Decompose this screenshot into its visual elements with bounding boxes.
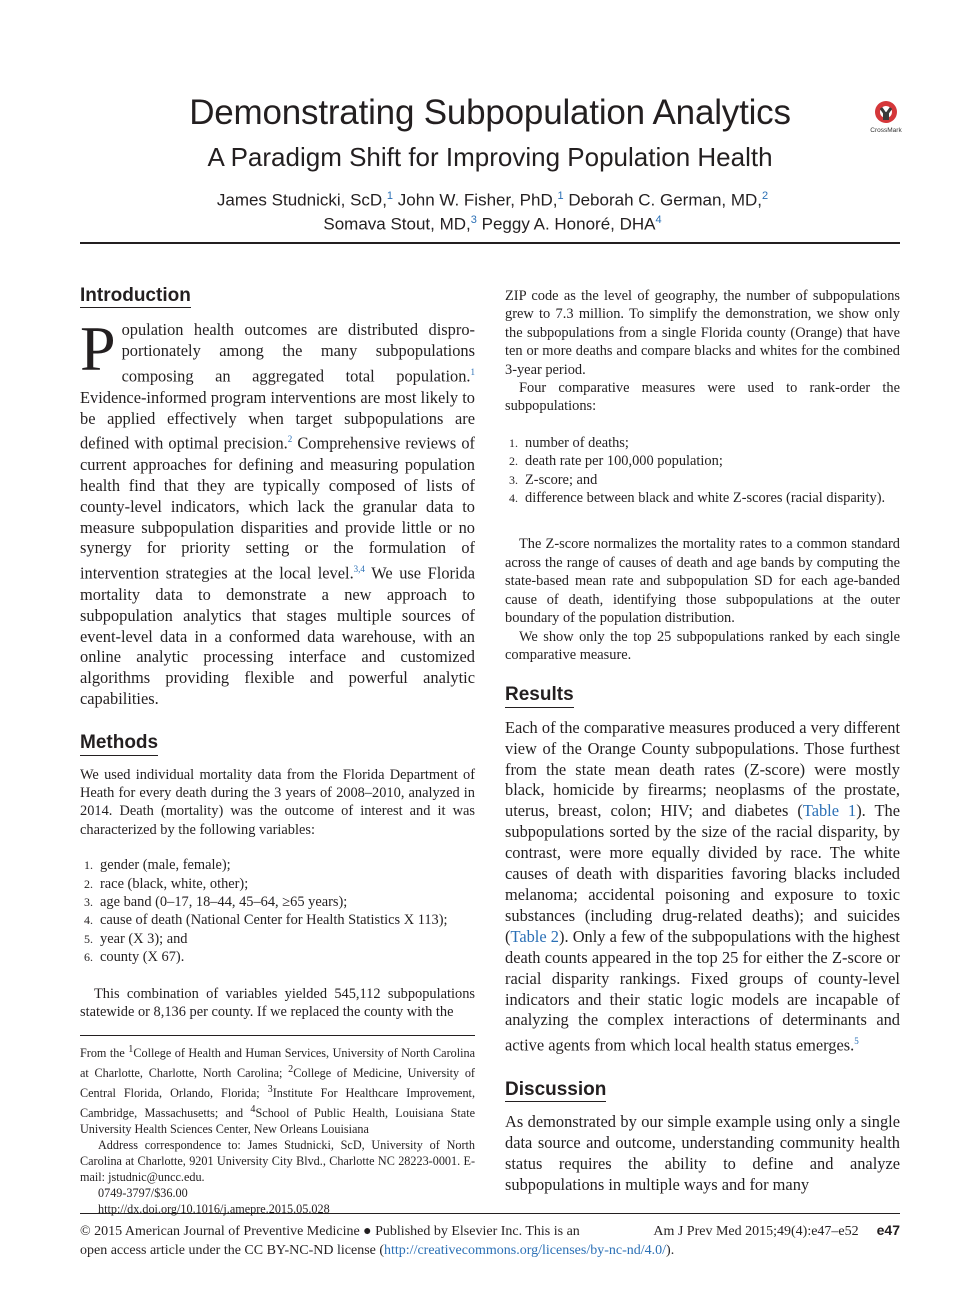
list-item: 2. race (black, white, other); — [84, 875, 249, 892]
list-item: 1. gender (male, female); — [84, 857, 231, 874]
license-link[interactable]: http://creativecommons.org/licenses/by-nc-nd/4.0/ — [384, 1243, 667, 1258]
methods-paragraph-continued: ZIP code as the level of geography, the number of subpopulations grew to 7.3 million. To simplify the demonstration, we show only the subpopulations from a single Florida county (Orange) that have ten or more deaths and compare blacks and whites for the combined 3-year period. — [505, 288, 900, 378]
reference-link[interactable]: 3,4 — [353, 564, 365, 575]
list-item: 1. number of deaths; — [509, 434, 629, 451]
list-item: 5. year (X 3); and — [84, 930, 188, 947]
methods-paragraph: We used individual mortality data from the Florida Department of Heath for every death during the 3 years of 2008–2010, analyzed in 2014. Death (mortality) was the outcome of interest and it was characterized by the following variables: — [80, 766, 475, 838]
list-item: 4. difference between black and white Z-scores (racial disparity). — [509, 490, 886, 507]
footer-divider — [80, 1213, 900, 1214]
journal-citation — [653, 1222, 900, 1240]
measures-list — [505, 434, 900, 508]
affiliations-footnote: From the $^1$College of Health and Human Services, University of North Carolina at Charlotte, Charlotte, North Carolina; $^2$College of Medicine, University of Central Florida, Orlando, Florida; $^3$Institute For Healthcare Improvement, Cambridge, Massachusetts; and $^4$School of Public Health, Louisiana State University Health Sciences Center, New Orleans Louisiana Address correspondence to: James Studnicki, ScD, University of North Carolina at Charlotte, 9201 University City Blvd., Charlotte NC 28223-0001. E-mail: jstudnic@uncc.edu. 0749-3797/$36.00 http://dx.doi.org/10.1016/j.amepre.2015.05.028 — [80, 1035, 475, 1217]
left-column — [80, 287, 475, 1218]
author-list — [0, 190, 960, 211]
doi-link[interactable]: http://dx.doi.org/10.1016/j.amepre.2015.05.028 — [98, 1201, 330, 1216]
affiliation-ref[interactable]: 4 — [655, 214, 662, 226]
methods-paragraph: We show only the top 25 subpopulations ranked by each single comparative measure. — [505, 628, 900, 663]
variables-list — [80, 856, 475, 966]
affiliation-ref[interactable]: 2 — [762, 190, 769, 202]
author-name: James Studnicki, ScD, — [216, 190, 387, 210]
right-column — [505, 287, 900, 1196]
author-name: Peggy A. Honoré, DHA — [481, 214, 656, 234]
list-item: 3. age band (0–17, 18–44, 45–64, ≥65 years); — [84, 893, 348, 910]
section-heading-introduction: Introduction — [80, 287, 191, 308]
table-1-link[interactable]: Table 1 — [802, 801, 857, 821]
section-heading-results: Results — [505, 686, 574, 707]
affiliation-ref[interactable]: 1 — [386, 190, 394, 202]
table-2-link[interactable]: Table 2 — [510, 926, 559, 946]
intro-paragraph: Population health outcomes are distributed disproportionately among the many subpopulations composing an aggregated total population.$^1$ Evidence-informed program interventions are most likely to be applied effectively when target subpopulations are defined with optimal precision.$^2$ Comprehensive reviews of current approaches for defining and measuring population health find that they are typically composed of lists of county-level indicators, which lack the granular data to measure subpopulation disparities and provide little or no synergy for priority setting or the formulation of intervention strategies at the local level.$^{3,4}$ We use Florida mortality data to demonstrate a new approach to subpopulation analytics that stages multiple sources of event-level data in a conformed data warehouse, with an online analytic processing interface and customized algorithms providing flexible and powerful analytic capabilities. — [80, 313, 475, 709]
author-name: John W. Fisher, PhD, — [397, 190, 558, 210]
affiliation-ref[interactable]: 1 — [557, 190, 564, 202]
page-number: e47 — [876, 1222, 900, 1238]
section-heading-discussion: Discussion — [505, 1081, 606, 1102]
methods-paragraph: Four comparative measures were used to rank-order the subpopulations: — [505, 380, 900, 415]
crossmark-icon[interactable] — [866, 99, 906, 135]
reference-link[interactable]: 1 — [470, 367, 475, 378]
author-list — [0, 214, 960, 235]
author-name: Somava Stout, MD, — [323, 214, 471, 234]
list-item: 4. cause of death (National Center for Health Statistics X 113); — [84, 912, 448, 929]
crossmark-label: CrossMark — [870, 127, 902, 134]
article-title: Demonstrating Subpopulation Analytics — [189, 93, 791, 132]
methods-paragraph: This combination of variables yielded 545,112 subpopulations statewide or 8,136 per county. If we replaced the county with the — [80, 985, 475, 1020]
discussion-paragraph: As demonstrated by our simple example using only a single data source and outcome, understanding community health status requires the ability to define and analyze subpopulations in multiple ways and for many — [505, 1112, 900, 1194]
header-divider — [80, 242, 900, 244]
article-subtitle: A Paradigm Shift for Improving Population Health — [207, 142, 773, 172]
correspondence-address: Address correspondence to: James Studnicki, ScD, University of North Carolina at Charlotte, 9201 University City Blvd., Charlotte NC 28223-0001. E-mail: jstudnic@uncc.edu. — [80, 1138, 475, 1184]
copyright-notice: © 2015 American Journal of Preventive Medicine ● Published by Elsevier Inc. This is an open access article under the CC BY-NC-ND license (http://creativecommons.org/licenses/by-nc-nd/4.0/). — [80, 1224, 675, 1258]
drop-cap: P — [80, 313, 116, 385]
results-paragraph: Each of the comparative measures produced a very different view of the Orange County subpopulations. Those furthest from the state mean death rates (Z-score) were mostly black, homicide by firearms; neoplasms of the prostate, uterus, breast, colon; HIV; and diabetes (Table 1). The subpopulations sorted by the size of the racial disparity, by contrast, were more equally divided by race. The white causes of death with disparities favoring blacks included melanoma; accidental poisoning and exposure to toxic substances (including drug-related deaths); and suicides (Table 2). Only a few of the subpopulations with the highest death counts appeared in the top 25 for either the Z-score or racial disparity rankings. Fixed groups of county-level indicators and their static logic models are incapable of analyzing the complex interactions of determinants and active agents from which local health status emerges.$^5$ — [505, 717, 900, 1055]
list-item: 3. Z-score; and — [509, 471, 598, 488]
list-item: 2. death rate per 100,000 population; — [509, 453, 723, 470]
section-heading-methods: Methods — [80, 734, 158, 755]
reference-link[interactable]: 2 — [287, 434, 293, 445]
author-name: Deborah C. German, MD, — [568, 190, 763, 210]
reference-link[interactable]: 5 — [854, 1036, 859, 1047]
affiliation-ref[interactable]: 3 — [470, 214, 477, 226]
issn: 0749-3797/$36.00 — [98, 1185, 188, 1200]
citation-text: Am J Prev Med 2015;49(4):e47–e52 — [653, 1224, 859, 1239]
methods-paragraph: The Z-score normalizes the mortality rates to a common standard across the range of causes of death and age bands by computing the state-based mean rate and subpopulation SD for each age-banded cause of death, identifying those subpopulations at the outer boundary of the population distribution. — [505, 536, 900, 627]
list-item: 6. county (X 67). — [84, 949, 185, 966]
